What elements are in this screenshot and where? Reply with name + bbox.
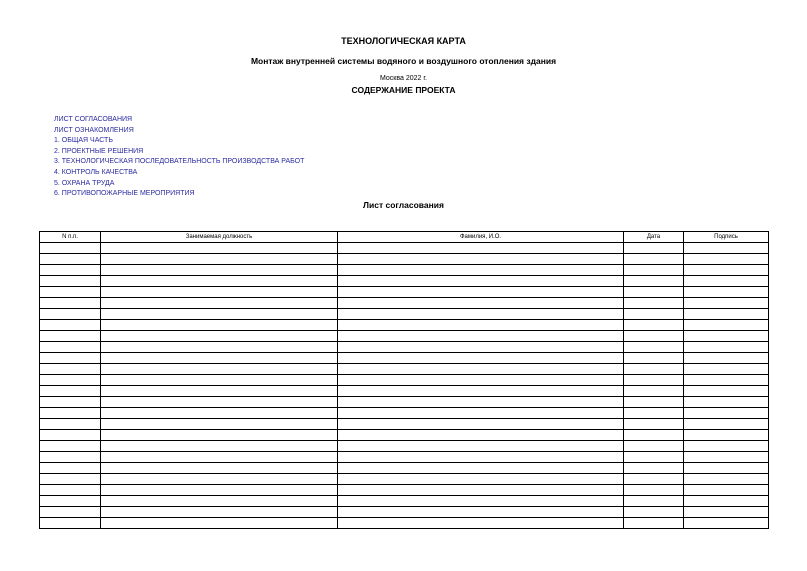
- table-cell: [338, 342, 624, 353]
- toc-link-design-solutions[interactable]: 2. ПРОЕКТНЫЕ РЕШЕНИЯ: [54, 147, 144, 155]
- table-cell: [40, 276, 101, 287]
- table-cell: [684, 507, 769, 518]
- table-row: [40, 276, 769, 287]
- table-row: [40, 342, 769, 353]
- table-cell: [338, 452, 624, 463]
- toc-link-labor-safety[interactable]: 5. ОХРАНА ТРУДА: [54, 179, 115, 187]
- table-cell: [684, 474, 769, 485]
- table-cell: [40, 518, 101, 529]
- table-cell: [624, 254, 684, 265]
- table-row: [40, 474, 769, 485]
- table-cell: [684, 309, 769, 320]
- table-cell: [338, 265, 624, 276]
- table-cell: [101, 320, 338, 331]
- table-cell: [338, 408, 624, 419]
- table-cell: [101, 474, 338, 485]
- table-cell: [684, 441, 769, 452]
- table-cell: [101, 309, 338, 320]
- table-cell: [101, 496, 338, 507]
- table-cell: [624, 287, 684, 298]
- table-cell: [101, 375, 338, 386]
- table-cell: [338, 463, 624, 474]
- toc-link-work-sequence[interactable]: 3. ТЕХНОЛОГИЧЕСКАЯ ПОСЛЕДОВАТЕЛЬНОСТЬ ПРОИЗВОДСТВА РАБОТ: [54, 158, 305, 166]
- table-cell: [338, 441, 624, 452]
- table-row: [40, 254, 769, 265]
- table-cell: [624, 276, 684, 287]
- approval-sheet-heading: Лист согласования: [363, 200, 444, 210]
- table-cell: [624, 485, 684, 496]
- table-row: [40, 463, 769, 474]
- table-cell: [624, 474, 684, 485]
- table-cell: [101, 430, 338, 441]
- table-cell: [40, 243, 101, 254]
- table-cell: [624, 408, 684, 419]
- document-place-year: Москва 2022 г.: [379, 75, 427, 82]
- toc-item: [54, 157, 304, 168]
- table-cell: [40, 430, 101, 441]
- table-cell: [624, 430, 684, 441]
- table-cell: [684, 386, 769, 397]
- table-cell: [40, 485, 101, 496]
- table-cell: [101, 452, 338, 463]
- table-cell: [684, 518, 769, 529]
- table-cell: [624, 452, 684, 463]
- column-header-date: Дата: [624, 232, 684, 243]
- table-row: [40, 386, 769, 397]
- table-cell: [101, 364, 338, 375]
- column-header-position: Занимаемая должность: [101, 232, 338, 243]
- table-cell: [101, 408, 338, 419]
- table-cell: [40, 342, 101, 353]
- table-cell: [40, 408, 101, 419]
- table-row: [40, 298, 769, 309]
- table-cell: [684, 419, 769, 430]
- table-cell: [338, 419, 624, 430]
- table-cell: [338, 254, 624, 265]
- document-subtitle: Монтаж внутренней системы водяного и воздушного отопления здания: [250, 56, 557, 66]
- table-cell: [40, 298, 101, 309]
- table-cell: [338, 320, 624, 331]
- table-cell: [101, 298, 338, 309]
- table-cell: [684, 254, 769, 265]
- table-cell: [40, 397, 101, 408]
- table-cell: [624, 441, 684, 452]
- table-cell: [338, 243, 624, 254]
- approval-table-body: [40, 243, 769, 529]
- table-cell: [40, 265, 101, 276]
- table-cell: [624, 265, 684, 276]
- table-cell: [684, 496, 769, 507]
- table-header-row: [40, 232, 769, 243]
- table-cell: [624, 507, 684, 518]
- toc-item: [54, 126, 304, 137]
- table-cell: [101, 265, 338, 276]
- table-row: [40, 309, 769, 320]
- table-cell: [338, 474, 624, 485]
- toc-item: [54, 179, 304, 190]
- table-cell: [40, 375, 101, 386]
- table-row: [40, 496, 769, 507]
- table-cell: [101, 254, 338, 265]
- table-cell: [101, 507, 338, 518]
- table-cell: [101, 342, 338, 353]
- table-row: [40, 320, 769, 331]
- table-cell: [684, 265, 769, 276]
- table-cell: [684, 353, 769, 364]
- table-cell: [338, 485, 624, 496]
- table-cell: [684, 243, 769, 254]
- table-cell: [624, 353, 684, 364]
- toc-link-fire-safety[interactable]: 6. ПРОТИВОПОЖАРНЫЕ МЕРОПРИЯТИЯ: [54, 190, 195, 198]
- table-cell: [40, 364, 101, 375]
- table-cell: [40, 320, 101, 331]
- table-cell: [40, 309, 101, 320]
- table-cell: [624, 364, 684, 375]
- table-cell: [40, 419, 101, 430]
- toc-item: [54, 168, 304, 179]
- table-row: [40, 441, 769, 452]
- table-row: [40, 265, 769, 276]
- table-cell: [684, 408, 769, 419]
- table-cell: [684, 375, 769, 386]
- table-cell: [684, 287, 769, 298]
- table-cell: [338, 375, 624, 386]
- table-cell: [684, 463, 769, 474]
- table-row: [40, 452, 769, 463]
- toc-link-approval-sheet[interactable]: ЛИСТ СОГЛАСОВАНИЯ: [54, 116, 133, 123]
- table-cell: [40, 496, 101, 507]
- table-cell: [40, 287, 101, 298]
- table-cell: [101, 397, 338, 408]
- table-cell: [101, 518, 338, 529]
- table-of-contents: [54, 115, 304, 200]
- table-cell: [624, 397, 684, 408]
- table-cell: [338, 507, 624, 518]
- table-cell: [40, 353, 101, 364]
- table-cell: [338, 331, 624, 342]
- table-cell: [101, 386, 338, 397]
- toc-item: [54, 147, 304, 158]
- table-row: [40, 419, 769, 430]
- toc-item: [54, 189, 304, 200]
- table-cell: [624, 342, 684, 353]
- table-cell: [338, 276, 624, 287]
- table-cell: [40, 474, 101, 485]
- table-cell: [101, 441, 338, 452]
- table-cell: [338, 496, 624, 507]
- table-cell: [40, 254, 101, 265]
- table-cell: [338, 309, 624, 320]
- column-header-full-name: Фамилия, И.О.: [338, 232, 624, 243]
- table-cell: [624, 463, 684, 474]
- table-cell: [338, 518, 624, 529]
- table-cell: [40, 331, 101, 342]
- table-cell: [624, 331, 684, 342]
- table-row: [40, 397, 769, 408]
- table-cell: [338, 386, 624, 397]
- contents-heading: СОДЕРЖАНИЕ ПРОЕКТА: [351, 85, 456, 95]
- approval-table: [39, 231, 769, 529]
- table-row: [40, 364, 769, 375]
- table-cell: [101, 419, 338, 430]
- table-row: [40, 430, 769, 441]
- toc-link-quality-control[interactable]: 4. КОНТРОЛЬ КАЧЕСТВА: [54, 168, 138, 176]
- table-cell: [624, 375, 684, 386]
- table-cell: [101, 485, 338, 496]
- table-cell: [684, 298, 769, 309]
- table-cell: [624, 298, 684, 309]
- table-row: [40, 408, 769, 419]
- toc-item: [54, 115, 304, 126]
- table-cell: [40, 441, 101, 452]
- table-cell: [40, 452, 101, 463]
- table-row: [40, 331, 769, 342]
- table-cell: [338, 353, 624, 364]
- table-cell: [101, 353, 338, 364]
- table-cell: [624, 243, 684, 254]
- table-cell: [101, 331, 338, 342]
- table-cell: [338, 430, 624, 441]
- table-cell: [684, 452, 769, 463]
- table-cell: [624, 386, 684, 397]
- toc-link-familiarization-sheet[interactable]: ЛИСТ ОЗНАКОМЛЕНИЯ: [54, 126, 134, 134]
- table-row: [40, 287, 769, 298]
- table-cell: [101, 243, 338, 254]
- table-cell: [40, 386, 101, 397]
- column-header-signature: Подпись: [684, 232, 769, 243]
- table-cell: [684, 342, 769, 353]
- table-cell: [684, 320, 769, 331]
- table-cell: [684, 276, 769, 287]
- table-cell: [684, 397, 769, 408]
- table-cell: [624, 309, 684, 320]
- table-cell: [684, 331, 769, 342]
- table-cell: [101, 287, 338, 298]
- toc-item: [54, 136, 304, 147]
- table-cell: [40, 507, 101, 518]
- table-cell: [684, 430, 769, 441]
- table-cell: [338, 397, 624, 408]
- document-title: ТЕХНОЛОГИЧЕСКАЯ КАРТА: [341, 36, 466, 46]
- table-cell: [338, 287, 624, 298]
- table-cell: [40, 463, 101, 474]
- table-row: [40, 485, 769, 496]
- table-cell: [624, 518, 684, 529]
- toc-link-general-part[interactable]: 1. ОБЩАЯ ЧАСТЬ: [54, 137, 113, 145]
- table-cell: [684, 364, 769, 375]
- table-row: [40, 243, 769, 254]
- table-cell: [624, 419, 684, 430]
- table-cell: [338, 298, 624, 309]
- column-header-number: N п.п.: [40, 232, 101, 243]
- table-cell: [624, 496, 684, 507]
- table-cell: [338, 364, 624, 375]
- table-row: [40, 518, 769, 529]
- table-row: [40, 507, 769, 518]
- table-row: [40, 353, 769, 364]
- table-cell: [101, 276, 338, 287]
- table-cell: [624, 320, 684, 331]
- table-row: [40, 375, 769, 386]
- table-cell: [101, 463, 338, 474]
- table-cell: [684, 485, 769, 496]
